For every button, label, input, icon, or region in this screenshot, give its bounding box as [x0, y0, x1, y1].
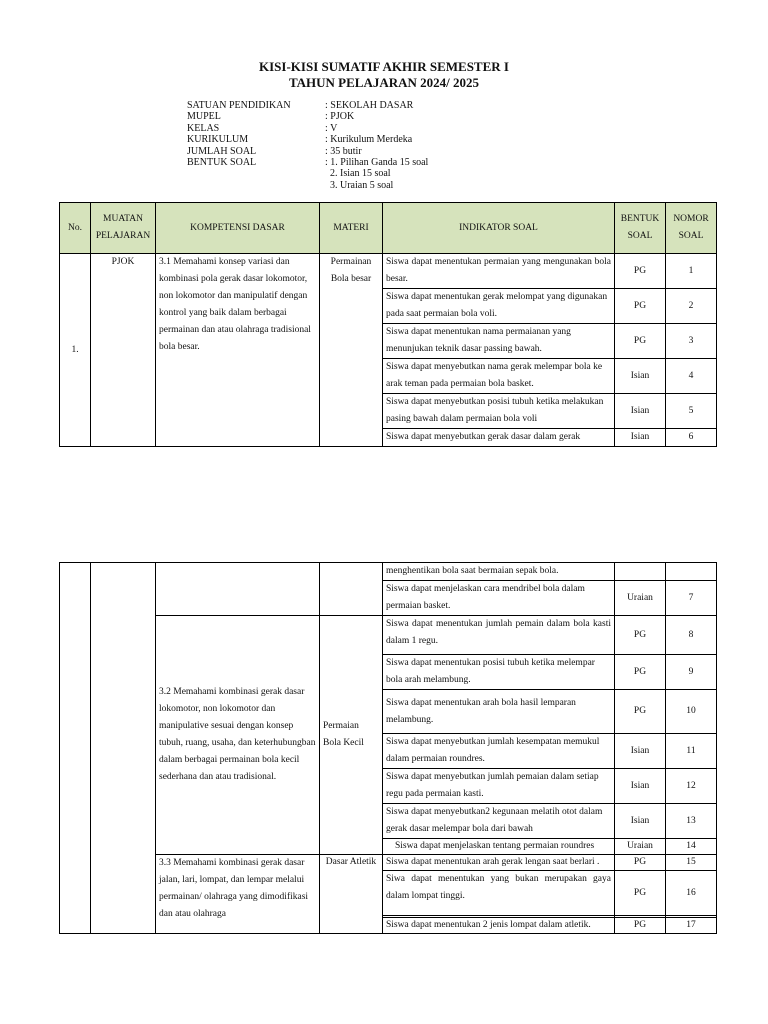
info-block [187, 100, 428, 191]
header-no: No. [60, 203, 91, 254]
row-number: 1. [60, 254, 91, 447]
nomor-cell: 16 [666, 871, 717, 916]
indikator-cell: Siswa dapat menjelaskan cara mendribel bola dalam permaian basket. [383, 581, 615, 616]
table-header-row [60, 203, 717, 254]
nomor-cell: 1 [666, 254, 717, 289]
bentuk-cell: Isian [615, 804, 666, 839]
nomor-cell: 14 [666, 839, 717, 855]
indikator-cell: Siswa dapat menentukan permaian yang mengunakan bola besar. [383, 254, 615, 289]
nomor-cell: 4 [666, 359, 717, 394]
kompetensi-dasar-cell [156, 563, 320, 616]
nomor-cell: 12 [666, 769, 717, 804]
indikator-cell: Siswa dapat menentukan gerak melompat yang digunakan pada saat permaian bola voli. [383, 289, 615, 324]
header-nomor-soal: NOMOR SOAL [666, 203, 717, 254]
info-value: : SEKOLAH DASAR [325, 100, 414, 111]
nomor-cell: 17 [666, 918, 717, 934]
nomor-cell: 15 [666, 855, 717, 871]
bentuk-cell: Isian [615, 359, 666, 394]
header-muatan: MUATAN PELAJARAN [91, 203, 156, 254]
indikator-cell: Siswa dapat menentukan 2 jenis lompat dalam atletik. [383, 918, 615, 934]
muatan-cell [91, 563, 156, 934]
indikator-cell: Siswa dapat menyebutkan posisi tubuh ketika melakukan pasing bawah dalam permaian bola voli [383, 394, 615, 429]
nomor-cell: 9 [666, 655, 717, 690]
bentuk-cell: PG [615, 616, 666, 655]
table-row [60, 563, 717, 581]
indikator-cell: Siswa dapat menentukan posisi tubuh ketika melempar bola arah melambung. [383, 655, 615, 690]
info-key: SATUAN PENDIDIKAN [187, 100, 291, 111]
info-value: 2. Isian 15 soal [325, 168, 391, 180]
bentuk-cell: PG [615, 855, 666, 871]
info-key: MUPEL [187, 111, 221, 123]
indikator-cell: menghentikan bola saat bermaian sepak bola. [383, 563, 615, 581]
bentuk-cell: PG [615, 655, 666, 690]
info-key: JUMLAH SOAL [187, 145, 257, 157]
info-row [187, 168, 428, 179]
bentuk-cell: PG [615, 918, 666, 934]
bentuk-cell: PG [615, 871, 666, 916]
indikator-cell: Siswa dapat menyebutkan jumlah pemaian dalam setiap regu pada permaian kasti. [383, 769, 615, 804]
muatan-cell: PJOK [91, 254, 156, 447]
kompetensi-dasar-cell: 3.3 Memahami kombinasi gerak dasar jalan, lari, lompat, dan lempar melalui permainan/ olahraga yang dimodifikasi dan atau olahraga [156, 855, 320, 934]
table-row [60, 254, 717, 289]
indikator-cell: Siswa dapat menentukan arah bola hasil lemparan melambung. [383, 690, 615, 734]
indikator-cell: Siswa dapat menentukan arah gerak lengan saat berlari . [383, 855, 615, 871]
header-indikator: INDIKATOR SOAL [383, 203, 615, 254]
indikator-cell: Siswa dapat menyebutkan gerak dasar dalam gerak [383, 429, 615, 447]
info-row [187, 146, 428, 157]
bentuk-cell: Uraian [615, 839, 666, 855]
table-row [60, 616, 717, 655]
info-value: : PJOK [325, 111, 355, 123]
bentuk-cell: PG [615, 690, 666, 734]
indikator-cell: Siswa dapat menentukan nama permaianan yang menunjukan teknik dasar passing bawah. [383, 324, 615, 359]
nomor-cell [666, 563, 717, 581]
info-value: : V [325, 122, 338, 134]
bentuk-cell: PG [615, 254, 666, 289]
indikator-cell: Siswa dapat menentukan jumlah pemain dalam bola kasti dalam 1 regu. [383, 616, 615, 655]
indikator-cell: Siswa dapat menyebutkan jumlah kesempatan memukul dalam permaian roundres. [383, 734, 615, 769]
document-title: KISI-KISI SUMATIF AKHIR SEMESTER I [259, 59, 509, 74]
table-row [60, 855, 717, 871]
kisi-kisi-table-2 [59, 562, 717, 934]
nomor-cell: 2 [666, 289, 717, 324]
bentuk-cell: PG [615, 289, 666, 324]
kisi-kisi-table-1 [59, 202, 717, 447]
nomor-cell: 10 [666, 690, 717, 734]
materi-cell: Permainan Bola besar [320, 254, 383, 447]
indikator-cell: Siswa dapat menyebutkan2 kegunaan melatih otot dalam gerak dasar melempar bola dari bawah [383, 804, 615, 839]
bentuk-cell: Uraian [615, 581, 666, 616]
info-value: : Kurikulum Merdeka [325, 134, 413, 146]
header-bentuk-soal: BENTUK SOAL [615, 203, 666, 254]
kompetensi-dasar-cell: 3.2 Memahami kombinasi gerak dasar lokomotor, non lokomotor dan manipulative sesuai dengan konsep tubuh, ruang, usaha, dan keterhubungban dalam berbagai permainan bola kecil sederhana dan atau tradisional. [156, 616, 320, 855]
indikator-cell: Siswa dapat menjelaskan tentang permaian roundres [383, 839, 615, 855]
materi-cell: Permaian Bola Kecil [320, 616, 383, 855]
info-value: : 35 butir [325, 145, 362, 157]
kompetensi-dasar-cell: 3.1 Memahami konsep variasi dan kombinasi pola gerak dasar lokomotor, non lokomotor dan manipulatif dengan kontrol yang baik dalam berbagai permainan dan atau olahraga tradisional bola besar. [156, 254, 320, 447]
row-number [60, 563, 91, 934]
nomor-cell: 6 [666, 429, 717, 447]
info-key: BENTUK SOAL [187, 157, 257, 169]
bentuk-cell: Isian [615, 734, 666, 769]
info-value: 3. Uraian 5 soal [325, 179, 394, 191]
header-kompetensi-dasar: KOMPETENSI DASAR [156, 203, 320, 254]
info-key [187, 168, 325, 179]
info-value: : 1. Pilihan Ganda 15 soal [325, 157, 429, 169]
bentuk-cell: Isian [615, 394, 666, 429]
nomor-cell: 13 [666, 804, 717, 839]
info-key: KURIKULUM [187, 134, 249, 146]
nomor-cell: 8 [666, 616, 717, 655]
indikator-cell: Siswa dapat menyebutkan nama gerak melempar bola ke arak teman pada permaian bola basket. [383, 359, 615, 394]
info-row [187, 180, 428, 191]
header-materi: MATERI [320, 203, 383, 254]
nomor-cell: 3 [666, 324, 717, 359]
nomor-cell: 11 [666, 734, 717, 769]
indikator-cell: Siwa dapat menentukan yang bukan merupakan gaya dalam lompat tinggi. [383, 871, 615, 916]
materi-cell: Dasar Atletik [320, 855, 383, 934]
info-row [187, 134, 428, 145]
nomor-cell: 7 [666, 581, 717, 616]
info-row [187, 157, 428, 168]
info-key [187, 180, 325, 191]
nomor-cell: 5 [666, 394, 717, 429]
bentuk-cell: PG [615, 324, 666, 359]
info-row [187, 111, 428, 122]
info-key: KELAS [187, 122, 220, 134]
bentuk-cell [615, 563, 666, 581]
materi-cell [320, 563, 383, 616]
bentuk-cell: Isian [615, 769, 666, 804]
info-row [187, 100, 428, 111]
info-row [187, 123, 428, 134]
document-subtitle: TAHUN PELAJARAN 2024/ 2025 [288, 75, 480, 90]
bentuk-cell: Isian [615, 429, 666, 447]
